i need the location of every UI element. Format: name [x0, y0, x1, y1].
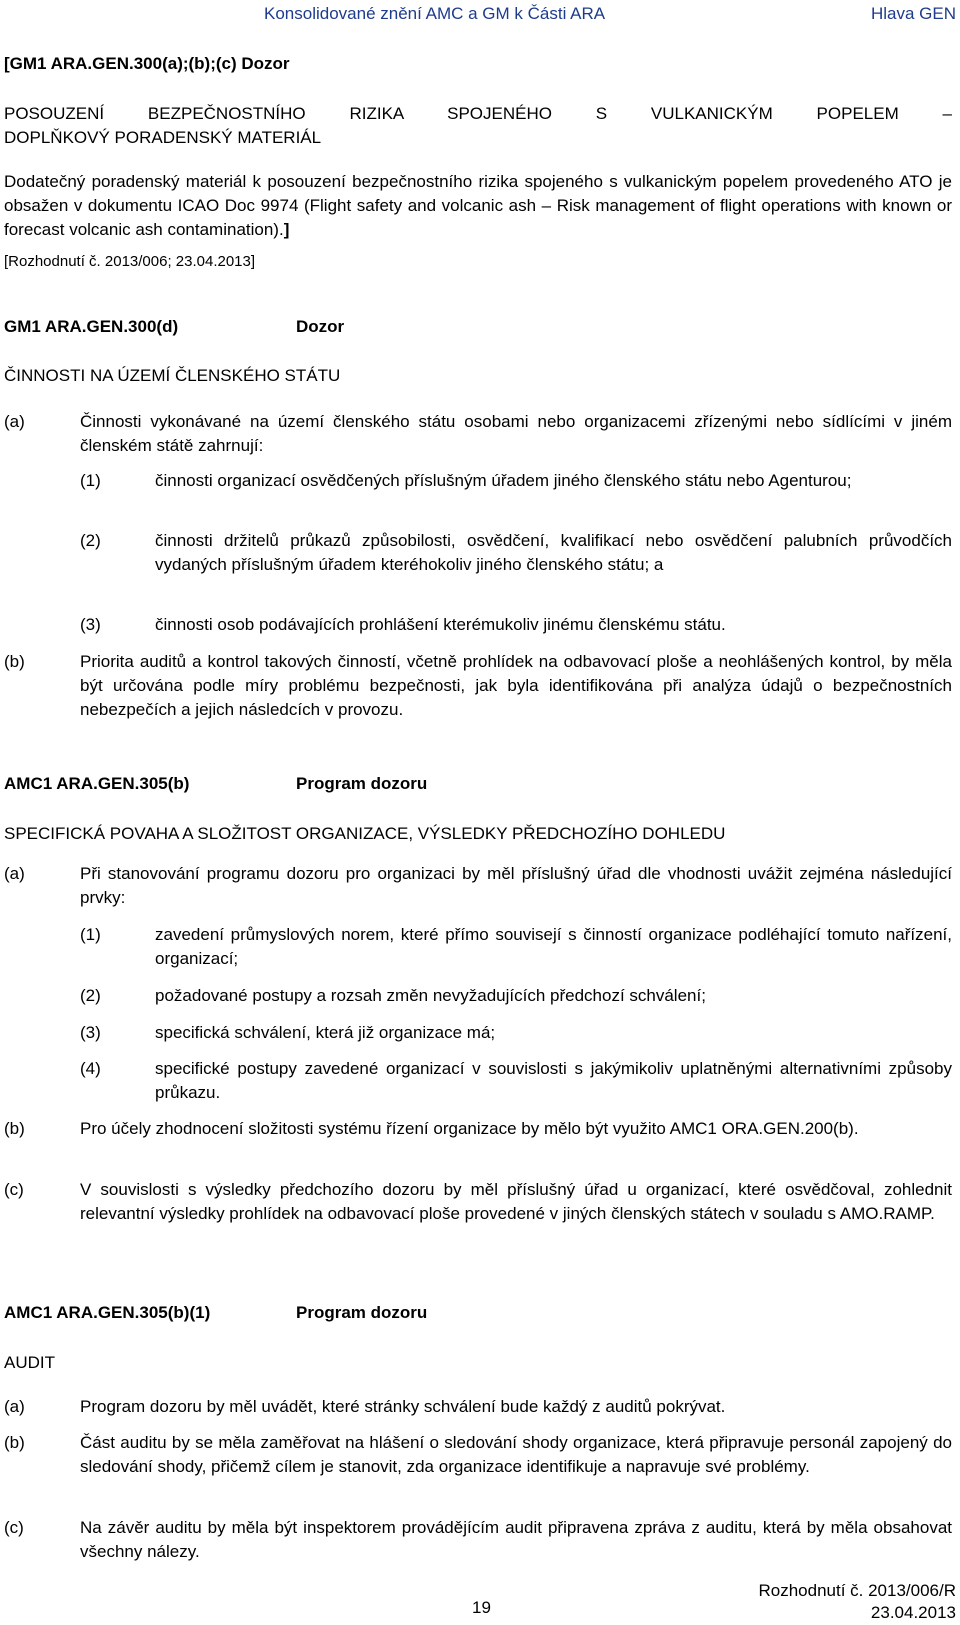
footer-date: 23.04.2013	[870, 1603, 956, 1622]
footer-decision: Rozhodnutí č. 2013/006/R	[758, 1581, 956, 1600]
gm1-300d-a3-text: činnosti osob podávajících prohlášení kterémukoliv jinému členskému státu.	[155, 615, 726, 634]
gm1-300abc-subtitle-line2: DOPLŇKOVÝ PORADENSKÝ MATERIÁL	[4, 128, 322, 147]
gm1-300d-a-label: (a)	[4, 412, 25, 431]
gm1-300d-a2-text: činnosti držitelů průkazů způsobilosti, osvědčení, kvalifikací nebo osvědčení palubních průvodčích vydaných příslušným úřadem kteréhokoliv jiného členského státu; a	[155, 531, 952, 574]
amc1-305b-a4-text: specifické postupy zavedené organizací v souvislosti s jakýmikoliv uplatněnými alternativními způsoby průkazu.	[155, 1059, 952, 1102]
header-section: Hlava GEN	[870, 4, 956, 23]
gm1-300abc-body	[4, 170, 952, 242]
gm1-300abc-body-bracket: ]	[283, 220, 290, 239]
amc1-305b-c-label: (c)	[4, 1180, 24, 1199]
footer-page-number: 19	[472, 1598, 491, 1617]
amc1-305b1-a-label: (a)	[4, 1397, 25, 1416]
amc1-305b-a1-label: (1)	[80, 925, 101, 944]
amc1-305b1-a-text: Program dozoru by měl uvádět, které stránky schválení bude každý z auditů pokrývat.	[80, 1397, 726, 1416]
gm1-300d-code: GM1 ARA.GEN.300(d)	[4, 317, 179, 336]
header-title: Konsolidované znění AMC a GM k Části ARA	[264, 4, 606, 23]
amc1-305b1-c-label: (c)	[4, 1518, 24, 1537]
amc1-305b1-subtitle: AUDIT	[4, 1353, 55, 1372]
gm1-300abc-body-text: Dodatečný poradenský materiál k posouzení bezpečnostního rizika spojeného s vulkanickým popelem provedeného ATO je obsažen v dokumentu ICAO Doc 9974 (Flight safety and volcanic ash – Risk management of flight operations with known or forecast volcanic ash contamination).	[4, 172, 952, 239]
amc1-305b-c-text: V souvislosti s výsledky předchozího dozoru by měl příslušný úřad u organizací, které osvědčoval, zohlednit relevantní výsledky prohlídek na odbavovací ploše provedené v jiných členských státech v souladu s AMO.RAMP.	[80, 1180, 952, 1223]
gm1-300d-title: Dozor	[296, 317, 345, 336]
gm1-300abc-subtitle-line1: POSOUZENÍ BEZPEČNOSTNÍHO RIZIKA SPOJENÉHO S VULKANICKÝM POPELEM –	[4, 104, 952, 123]
amc1-305b-title: Program dozoru	[296, 774, 428, 793]
amc1-305b-subtitle: SPECIFICKÁ POVAHA A SLOŽITOST ORGANIZACE, VÝSLEDKY PŘEDCHOZÍHO DOHLEDU	[4, 824, 726, 843]
amc1-305b-a-label: (a)	[4, 864, 25, 883]
amc1-305b-b-label: (b)	[4, 1119, 25, 1138]
gm1-300abc-heading: [GM1 ARA.GEN.300(a);(b);(c) Dozor	[4, 54, 290, 73]
gm1-300d-b-text: Priorita auditů a kontrol takových činností, včetně prohlídek na odbavovací ploše a neohlášených kontrol, by měla být určována podle míry problému bezpečnosti, jak byla identifikována při analýza údajů o bezpečnostních nebezpečích a jejich následcích v provozu.	[80, 652, 952, 719]
amc1-305b-a3-text: specifická schválení, která již organizace má;	[155, 1023, 496, 1042]
gm1-300d-a1-label: (1)	[80, 471, 101, 490]
amc1-305b-a2-label: (2)	[80, 986, 101, 1005]
amc1-305b-code: AMC1 ARA.GEN.305(b)	[4, 774, 190, 793]
amc1-305b-a2-text: požadované postupy a rozsah změn nevyžadujících předchozí schválení;	[155, 986, 706, 1005]
gm1-300abc-decision: [Rozhodnutí č. 2013/006; 23.04.2013]	[4, 253, 256, 270]
amc1-305b1-b-label: (b)	[4, 1433, 25, 1452]
gm1-300d-b-label: (b)	[4, 652, 25, 671]
amc1-305b-a-text: Při stanovování programu dozoru pro organizaci by měl příslušný úřad dle vhodnosti uvážit zejména následující prvky:	[80, 864, 952, 907]
amc1-305b-a1-text: zavedení průmyslových norem, které přímo souvisejí s činností organizace podléhající tomuto nařízení, organizací;	[155, 925, 952, 968]
gm1-300d-a3-label: (3)	[80, 615, 101, 634]
amc1-305b1-b-text: Část auditu by se měla zaměřovat na hlášení o sledování shody organizace, která připravuje personál zapojený do sledování shody, přičemž cílem je stanovit, zda organizace identifikuje a napravuje své problémy.	[80, 1433, 952, 1476]
gm1-300d-a1-text: činnosti organizací osvědčených příslušným úřadem jiného členského státu nebo Agenturou;	[155, 471, 852, 490]
gm1-300d-a2-label: (2)	[80, 531, 101, 550]
amc1-305b1-code: AMC1 ARA.GEN.305(b)(1)	[4, 1303, 211, 1322]
amc1-305b1-c-text: Na závěr auditu by měla být inspektorem provádějícím audit připravena zpráva z auditu, která by měla obsahovat všechny nálezy.	[80, 1518, 952, 1561]
gm1-300d-subtitle: ČINNOSTI NA ÚZEMÍ ČLENSKÉHO STÁTU	[4, 366, 341, 385]
amc1-305b-b-text: Pro účely zhodnocení složitosti systému řízení organizace by mělo být využito AMC1 ORA.GEN.200(b).	[80, 1119, 859, 1138]
gm1-300d-a-text: Činnosti vykonávané na území členského státu osobami nebo organizacemi zřízenými nebo sídlícími v jiném členském státě zahrnují:	[80, 412, 952, 455]
amc1-305b-a4-label: (4)	[80, 1059, 101, 1078]
amc1-305b-a3-label: (3)	[80, 1023, 101, 1042]
amc1-305b1-title: Program dozoru	[296, 1303, 428, 1322]
